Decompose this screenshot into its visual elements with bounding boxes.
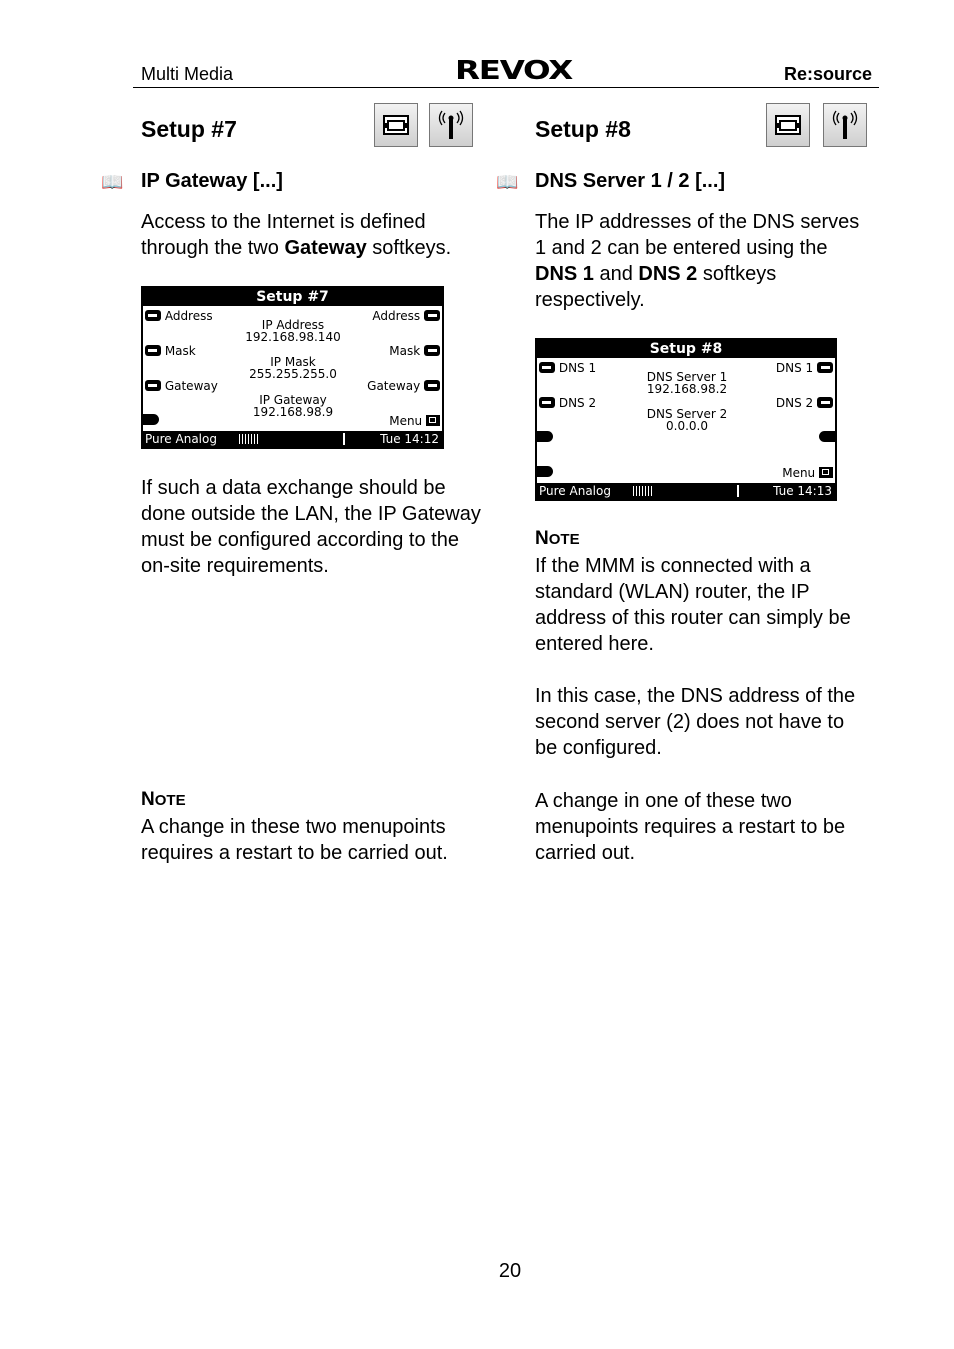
softkey-right-gateway: Gateway [367, 379, 440, 393]
page-number: 20 [498, 1260, 522, 1282]
header-rule [133, 87, 879, 88]
softkey-left-empty [143, 414, 159, 425]
gateway-lan-paragraph: If such a data exchange should be done outside the LAN, the IP Gateway must be configured according to the on-site requirements. [141, 477, 481, 577]
softkey-right-mask: Mask [389, 344, 440, 358]
wireless-antenna-icon [429, 103, 473, 147]
left-note-text: A change in these two menupoints requires a restart to be carried out. [141, 816, 448, 864]
right-note-text: If the MMM is connected with a standard (WLAN) router, the IP address of this router can simply be entered here. [535, 555, 851, 655]
intro-text: Access to the Internet is defined through the two [141, 211, 426, 259]
intro-suffix: softkeys. [366, 237, 452, 259]
softkey-left-dns2: DNS 2 [539, 396, 596, 410]
header-section-title: Multi Media [141, 64, 234, 84]
setup7-title: Setup #7 [141, 116, 237, 142]
screen-status-bar [143, 431, 442, 447]
level-marker [343, 433, 345, 445]
softkey-left-empty-4 [537, 466, 553, 477]
softkey-left-gateway: Gateway [145, 379, 218, 393]
ip-gateway-readout: IP Gateway 192.168.98.9 [252, 393, 334, 419]
softkey-right-empty-3 [819, 431, 835, 442]
clock-label: Tue 14:12 [380, 432, 439, 446]
screen-title-bar: Setup #7 [143, 288, 442, 306]
dns-second-server-paragraph: In this case, the DNS address of the second server (2) does not have to be configured. [535, 685, 856, 759]
book-icon-2: 📖 [496, 172, 519, 192]
network-port-icon-2 [766, 103, 810, 147]
dns-server-heading: DNS Server 1 / 2 [...] [535, 170, 726, 192]
dns-restart-paragraph: A change in one of these two menupoints requires a restart to be carried out. [535, 790, 846, 864]
volume-meter [239, 434, 259, 444]
setup8-title: Setup #8 [535, 116, 631, 142]
book-icon: 📖 [101, 172, 124, 192]
softkey-left-address: Address [145, 309, 213, 323]
header-product-name: Re:source [783, 64, 872, 84]
softkey-right-dns1: DNS 1 [776, 361, 833, 375]
softkey-left-empty-3 [537, 431, 553, 442]
source-label: Pure Analog [145, 432, 217, 446]
softkey-right-address: Address [372, 309, 440, 323]
dns-server2-readout: DNS Server 2 0.0.0.0 [646, 407, 728, 433]
gateway-intro-paragraph [141, 209, 486, 261]
wireless-antenna-icon-2 [823, 103, 867, 147]
ip-address-readout: IP Address 192.168.98.140 [245, 318, 341, 344]
softkey-right-menu: Menu [389, 414, 440, 428]
clock-label: Tue 14:13 [773, 484, 832, 498]
ip-gateway-heading: IP Gateway [...] [141, 170, 283, 192]
network-port-icon [374, 103, 418, 147]
right-note-label: NOTE [535, 528, 580, 549]
ip-mask-readout: IP Mask 255.255.255.0 [249, 355, 337, 381]
revox-logo: REVOX [455, 56, 573, 86]
dns-server1-readout: DNS Server 1 192.168.98.2 [646, 370, 728, 396]
setup8-display-screenshot [535, 338, 837, 501]
gateway-keyword: Gateway [284, 237, 367, 259]
level-marker [737, 485, 739, 497]
screen-title-bar: Setup #8 [537, 340, 835, 358]
softkey-right-dns2: DNS 2 [776, 396, 833, 410]
setup7-display-screenshot [141, 286, 444, 449]
softkey-left-dns1: DNS 1 [539, 361, 596, 375]
left-note-label: NOTE [141, 789, 186, 810]
screen-status-bar [537, 483, 835, 499]
softkey-left-mask: Mask [145, 344, 196, 358]
volume-meter [633, 486, 653, 496]
dns-intro-paragraph: The IP addresses of the DNS serves 1 and 2 can be entered using the DNS 1 and DNS 2 softkeys respectively. [535, 211, 860, 311]
softkey-right-menu: Menu [782, 466, 833, 480]
source-label: Pure Analog [539, 484, 611, 498]
